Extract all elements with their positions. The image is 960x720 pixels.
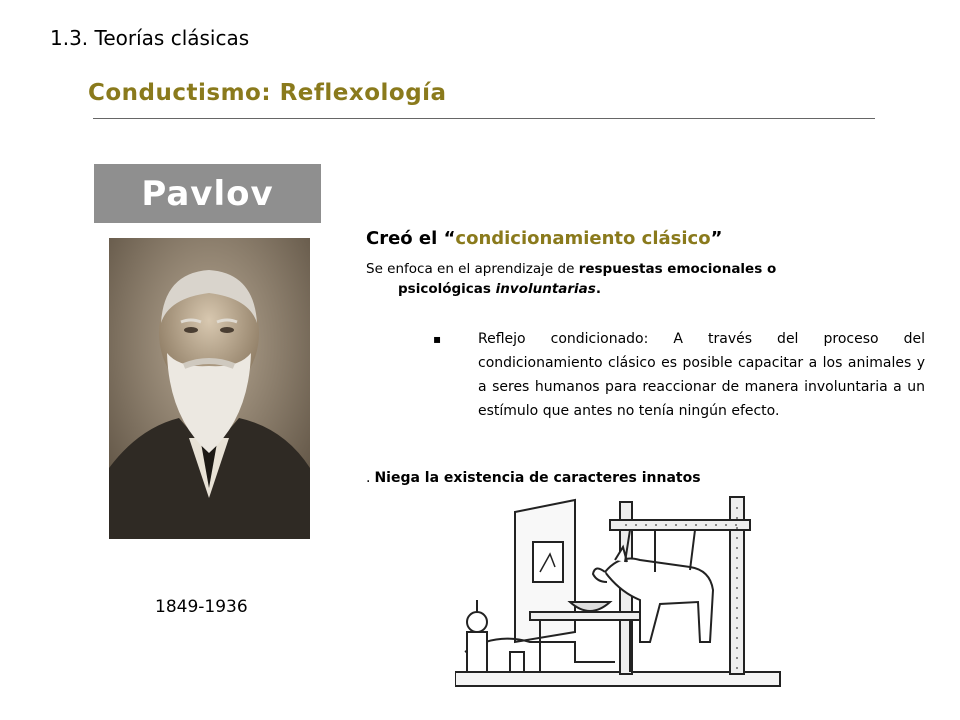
lead-suffix: ”	[710, 228, 723, 249]
negation-dot: .	[366, 470, 371, 486]
negation-statement	[366, 470, 701, 486]
description-italic: involuntarias	[495, 281, 596, 297]
description-bold-2: psicológicas	[398, 281, 496, 297]
description-end: .	[595, 281, 601, 297]
life-dates: 1849-1936	[155, 597, 248, 617]
section-heading: 1.3. Teorías clásicas	[50, 26, 250, 50]
conditioning-apparatus-illustration	[455, 492, 785, 714]
negation-text: Niega la existencia de caracteres innatos	[374, 470, 701, 486]
description-plain: Se enfoca en el aprendizaje de	[366, 261, 579, 277]
bullet-text: Reflejo condicionado: A través del proceso del condicionamiento clásico es posible capacitar a los animales y a seres humanos para reaccionar de manera involuntaria a un estímulo que antes no tenía ningún efecto.	[478, 331, 925, 419]
bullet-item	[433, 327, 925, 423]
lead-term: condicionamiento clásico	[455, 228, 711, 249]
lead-prefix: Creó el “	[366, 228, 456, 249]
title-divider	[93, 118, 875, 119]
description	[366, 259, 886, 299]
name-banner: Pavlov	[94, 164, 321, 223]
pavlov-portrait	[109, 238, 310, 539]
description-bold-1: respuestas emocionales o	[578, 261, 777, 277]
slide-title: Conductismo: Reflexología	[88, 80, 447, 106]
lead-statement	[366, 228, 722, 249]
bullet-marker: ▪	[433, 332, 442, 346]
